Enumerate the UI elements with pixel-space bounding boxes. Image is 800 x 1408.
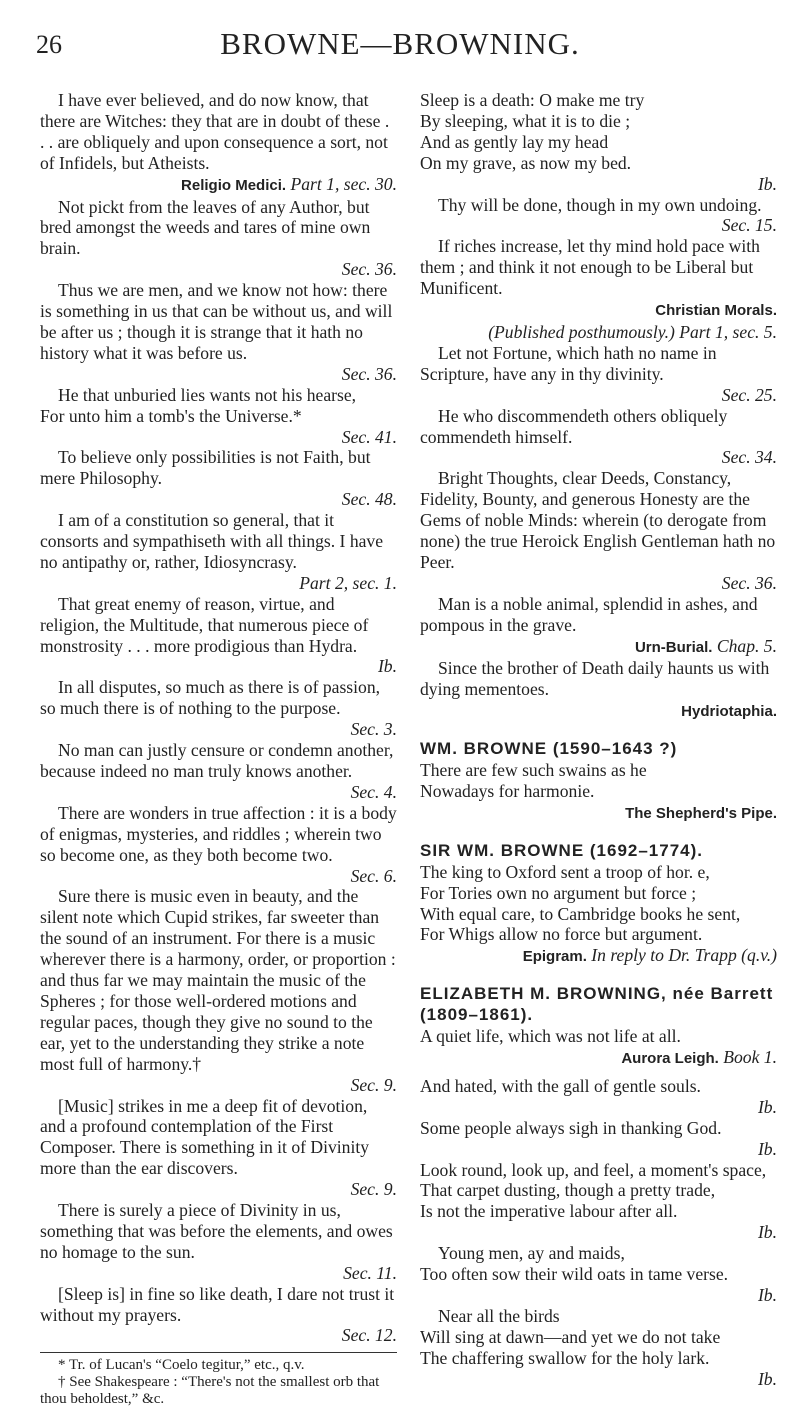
citation: (Published posthumously.) Part 1, sec. 5. xyxy=(488,321,777,342)
quote: Let not Fortune, which hath no name in Scripture, have any in thy divinity. xyxy=(420,342,717,384)
verse: There are few such swains as he Nowadays for harmonie. xyxy=(420,760,647,801)
quote: Thus we are men, and we know not how: there is something in us that can be without us, and will be after us ; though it is strange that it hath no history what it was before us. xyxy=(40,280,393,363)
verse: He that unburied lies wants not his hearse, For unto him a tomb's the Universe.* xyxy=(40,384,357,426)
citation: Sec. 15. xyxy=(721,215,777,236)
citation: Sec. 48. xyxy=(341,489,397,510)
quote: I am of a constitution so general, that it consorts and sympathiseth with all things. I have no antipathy or, rather, Idiosyncrasy. xyxy=(40,510,384,572)
citation: Sec. 41. xyxy=(341,426,397,447)
citation: Sec. 3. xyxy=(350,719,397,740)
citation: Sec. 34. xyxy=(721,447,777,468)
quote: Since the brother of Death daily haunts us with dying mementoes. xyxy=(420,658,770,700)
citation: Sec. 12. xyxy=(341,1325,397,1346)
verse: Young men, ay and maids, Too often sow their wild oats in tame verse. xyxy=(420,1243,729,1285)
citation: Part 2, sec. 1. xyxy=(299,572,397,593)
citation: The Shepherd's Pipe. xyxy=(625,804,777,822)
citation: Ib. xyxy=(757,173,777,194)
citation: Sec. 9. xyxy=(350,1074,397,1095)
citation: Ib. xyxy=(757,1222,777,1243)
quote: Bright Thoughts, clear Deeds, Constancy, Fidelity, Bounty, and generous Honesty are the Gems of noble Minds: wherein (to derogate from none) the true Heroick English Gentleman hath no Peer. xyxy=(420,468,776,572)
citation: Christian Morals. xyxy=(655,302,777,320)
left-column xyxy=(40,90,397,1408)
citation: Sec. 36. xyxy=(721,572,777,593)
quote: Thy will be done, though in my own undoing. xyxy=(438,194,762,215)
quote: [Music] strikes in me a deep fit of devotion, and a profound contemplation of the First Composer. There is something in it of Divinity more than the ear discovers. xyxy=(40,1095,370,1179)
quote: Man is a noble animal, splendid in ashes, and pompous in the grave. xyxy=(420,593,758,635)
verse: Sleep is a death: O make me try By sleeping, what it is to die ; And as gently lay my head On my grave, as now my bed. xyxy=(420,90,645,173)
citation: Ib. xyxy=(377,656,397,677)
author-heading: SIR WM. BROWNE (1692–1774). xyxy=(420,840,704,860)
quote: In all disputes, so much as there is of passion, so much there is of nothing to the purpose. xyxy=(40,677,381,719)
citation: Sec. 9. xyxy=(350,1179,397,1200)
page-number: 26 xyxy=(36,30,62,59)
citation: Sec. 36. xyxy=(341,363,397,384)
quote: He who discommendeth others obliquely commendeth himself. xyxy=(420,405,728,447)
quote: Not pickt from the leaves of any Author, but bred amongst the weeds and tares of mine own brain. xyxy=(40,196,371,259)
citation: Urn-Burial. Chap. 5. xyxy=(634,635,777,656)
footnote: * Tr. of Lucan's “Coelo tegitur,” etc., q.v. xyxy=(58,1357,305,1374)
quote: No man can justly censure or condemn another, because indeed no man truly knows another. xyxy=(40,740,394,781)
verse: Near all the birds Will sing at dawn—and yet we do not take The chaffering swallow for the holy lark. xyxy=(420,1305,721,1368)
quote: There is surely a piece of Divinity in us, something that was before the elements, and owes no homage to the sun. xyxy=(40,1200,393,1262)
quote: Sure there is music even in beauty, and the silent note which Cupid strikes, far sweeter than the sound of an instrument. For there is a music wherever there is a harmony, order, or proportion : and thus far we may maintain the music of the Spheres ; for those well-ordered motions and regular paces, though they give no sound to the ear, yet to the understanding they strike a note most full of harmony.† xyxy=(40,886,396,1074)
author-heading: WM. BROWNE (1590–1643 ?) xyxy=(420,739,678,759)
citation: Ib. xyxy=(757,1138,777,1159)
citation: Sec. 6. xyxy=(350,865,397,886)
citation: Sec. 11. xyxy=(343,1262,397,1283)
quote: If riches increase, let thy mind hold pace with them ; and think it not enough to be Liberal but Munificent. xyxy=(420,236,760,299)
quote: I have ever believed, and do now know, that there are Witches: they that are in doubt of these . . . are obliquely and upon consequence a sort, not of Infidels, but Atheists. xyxy=(40,90,390,173)
verse: Look round, look up, and feel, a moment's space, That carpet dusting, though a pretty trade, Is not the imperative labour after all. xyxy=(420,1159,767,1222)
quote: [Sleep is] in fine so like death, I dare not trust it without my prayers. xyxy=(40,1283,395,1325)
quote: And hated, with the gall of gentle souls. xyxy=(420,1075,701,1096)
citation: Aurora Leigh. Book 1. xyxy=(621,1046,777,1067)
quote: That great enemy of reason, virtue, and religion, the Multitude, that numerous piece of monstrosity . . . more prodigious than Hydra. xyxy=(40,593,369,656)
author-heading: ELIZABETH M. BROWNING, née Barrett (1809–1861). xyxy=(420,984,774,1025)
quote: To believe only possibilities is not Faith, but mere Philosophy. xyxy=(40,447,371,489)
right-column xyxy=(420,90,777,1389)
quote: A quiet life, which was not life at all. xyxy=(420,1026,681,1047)
citation: Epigram. In reply to Dr. Trapp (q.v.) xyxy=(522,945,777,966)
citation: Sec. 25. xyxy=(721,384,777,405)
running-title: BROWNE—BROWNING. xyxy=(220,26,580,61)
citation: Religio Medici. Part 1, sec. 30. xyxy=(181,173,397,194)
citation: Sec. 36. xyxy=(341,259,397,280)
citation: Ib. xyxy=(757,1368,777,1389)
verse: The king to Oxford sent a troop of hor. e, For Tories own no argument but force ; With equal care, to Cambridge books he sent, For Whigs allow no force but argument. xyxy=(420,861,741,945)
citation: Sec. 4. xyxy=(350,781,397,802)
citation: Ib. xyxy=(757,1096,777,1117)
footnote: † See Shakespeare : “There's not the smallest orb that thou beholdest,” &c. xyxy=(40,1374,380,1408)
citation: Hydriotaphia. xyxy=(681,703,777,721)
quote: There are wonders in true affection : it is a body of enigmas, mysteries, and riddles ; wherein two so become one, as they both become two. xyxy=(40,802,397,865)
footnote-divider xyxy=(40,1352,397,1353)
quote: Some people always sigh in thanking God. xyxy=(420,1117,722,1138)
citation: Ib. xyxy=(757,1284,777,1305)
